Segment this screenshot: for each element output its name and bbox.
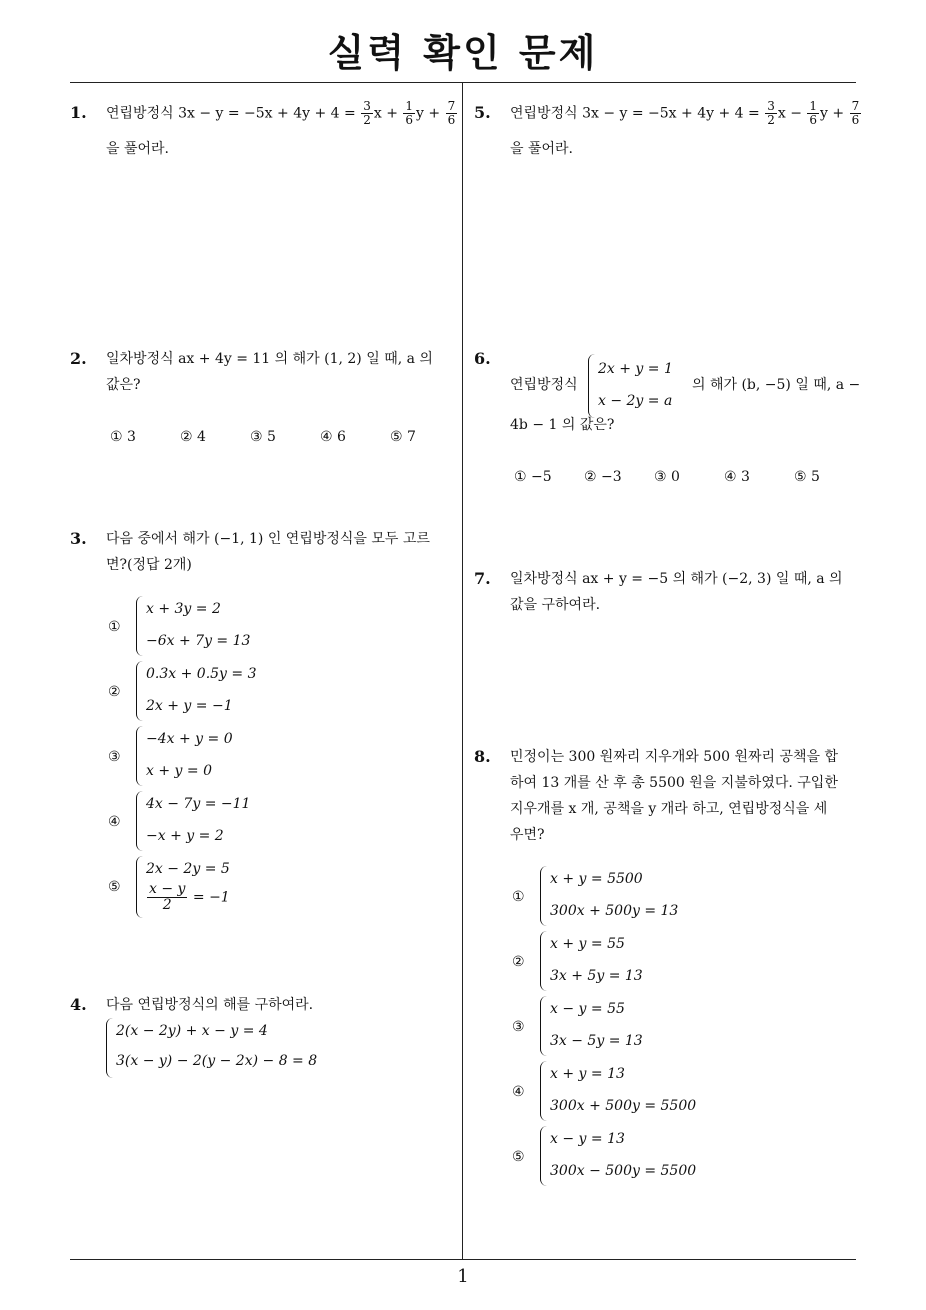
choice[interactable]: ⑤ 5 — [794, 469, 820, 485]
page-number: 1 — [457, 1266, 469, 1287]
equation: $\frac{x - y}{2}$ = −1 — [149, 881, 230, 913]
problem-number: 2. — [70, 349, 87, 368]
equation: −4x + y = 0 — [146, 731, 233, 747]
problem-number: 1. — [70, 103, 87, 122]
equation: 3x − 5y = 13 — [550, 1033, 643, 1049]
option-label: ④ — [512, 1084, 525, 1100]
option-1[interactable] — [512, 864, 812, 928]
option-label: ③ — [108, 749, 121, 765]
brace — [540, 1061, 547, 1121]
math-text: y + — [416, 105, 441, 122]
option-3[interactable] — [512, 994, 812, 1058]
equation: x − y = 13 — [550, 1131, 625, 1147]
equation: 2x + y = 1 — [598, 361, 673, 377]
problem-text-line: 민정이는 300 원짜리 지우개와 500 원짜리 공책을 합 — [510, 749, 839, 765]
equation: 300x − 500y = 5500 — [550, 1163, 697, 1179]
equation: 0.3x + 0.5y = 3 — [146, 666, 257, 682]
equation: 2x + y = −1 — [146, 698, 233, 714]
problem-4 — [70, 992, 460, 1082]
problem-text-line: 일차방정식 ax + y = −5 의 해가 (−2, 3) 일 때, a 의 — [510, 571, 843, 587]
option-label: ① — [108, 619, 121, 635]
option-label: ⑤ — [108, 879, 121, 895]
brace — [136, 856, 143, 918]
problem-text-line: 연립방정식 3x − y = −5x + 4y + 4 = — [510, 105, 760, 122]
option-4[interactable] — [512, 1059, 812, 1123]
choice[interactable]: ① −5 — [514, 469, 552, 485]
equation: x + 3y = 2 — [146, 601, 221, 617]
option-5[interactable] — [512, 1124, 812, 1188]
equation: −x + y = 2 — [146, 828, 224, 844]
footer-rule — [70, 1259, 856, 1260]
problem-text — [510, 100, 862, 127]
problem-1 — [70, 100, 460, 180]
equation: 3(x − y) − 2(y − 2x) − 8 = 8 — [116, 1053, 318, 1069]
choice[interactable]: ④ 6 — [320, 429, 346, 445]
page-title: 실력 확인 문제 — [327, 31, 599, 75]
equation: x − 2y = a — [598, 393, 673, 409]
problem-number: 6. — [474, 349, 491, 368]
brace — [136, 726, 143, 786]
problem-text-line: 을 풀어라. — [510, 141, 573, 157]
brace — [540, 931, 547, 991]
option-5[interactable] — [108, 854, 408, 920]
problem-3 — [70, 526, 460, 926]
brace — [136, 596, 143, 656]
brace — [136, 661, 143, 721]
option-label: ② — [108, 684, 121, 700]
choice[interactable]: ② 4 — [180, 429, 206, 445]
equation: 2x − 2y = 5 — [146, 861, 230, 877]
option-1[interactable] — [108, 594, 408, 658]
choice[interactable]: ③ 0 — [654, 469, 680, 485]
math-text: y + — [820, 105, 845, 122]
fraction: $\frac{1}{6}$ — [405, 99, 414, 127]
problem-text-line: 의 해가 (b, −5) 일 때, a − — [692, 377, 861, 393]
problem-7 — [474, 566, 864, 626]
problem-number: 4. — [70, 995, 87, 1014]
problem-text-line: 면?(정답 2개) — [106, 557, 192, 573]
choice[interactable]: ① 3 — [110, 429, 136, 445]
problem-text-line: 값을 구하여라. — [510, 597, 601, 613]
equation: x + y = 13 — [550, 1066, 625, 1082]
fraction: $\frac{3}{2}$ — [363, 99, 371, 127]
equation: 2(x − 2y) + x − y = 4 — [116, 1023, 268, 1039]
problem-2 — [70, 346, 460, 456]
equation: −6x + 7y = 13 — [146, 633, 251, 649]
problem-6 — [474, 346, 864, 486]
equation: x + y = 5500 — [550, 871, 643, 887]
fraction: $\frac{3}{2}$ — [767, 99, 775, 127]
problem-number: 5. — [474, 103, 491, 122]
problem-number: 3. — [70, 529, 87, 548]
option-label: ① — [512, 889, 525, 905]
problem-number: 7. — [474, 569, 491, 588]
choice[interactable]: ② −3 — [584, 469, 622, 485]
fraction: $\frac{1}{6}$ — [809, 99, 818, 127]
option-label: ② — [512, 954, 525, 970]
choice[interactable]: ③ 5 — [250, 429, 276, 445]
column-divider — [462, 83, 463, 1259]
brace — [136, 791, 143, 851]
equation: 300x + 500y = 5500 — [550, 1098, 697, 1114]
equation: x − y = 55 — [550, 1001, 625, 1017]
brace — [106, 1018, 113, 1078]
problem-text-line: 연립방정식 — [510, 377, 578, 393]
option-2[interactable] — [108, 659, 408, 723]
brace — [540, 996, 547, 1056]
problem-text-line: 하여 13 개를 산 후 총 5500 원을 지불하였다. 구입한 — [510, 775, 838, 791]
problem-text-line: 4b − 1 의 값은? — [510, 417, 615, 433]
option-label: ③ — [512, 1019, 525, 1035]
problem-text-line: 우면? — [510, 827, 545, 843]
problem-number: 8. — [474, 747, 491, 766]
option-3[interactable] — [108, 724, 408, 788]
problem-8 — [474, 744, 864, 1194]
fraction: $\frac{7}{6}$ — [851, 99, 860, 127]
choice[interactable]: ⑤ 7 — [390, 429, 416, 445]
problem-text-line: 지우개를 x 개, 공책을 y 개라 하고, 연립방정식을 세 — [510, 801, 828, 817]
option-label: ④ — [108, 814, 121, 830]
problem-text-line: 다음 연립방정식의 해를 구하여라. — [106, 997, 314, 1013]
answer-choices — [514, 464, 864, 490]
problem-5 — [474, 100, 864, 180]
fraction: $\frac{x - y}{2}$ — [149, 881, 186, 913]
option-label: ⑤ — [512, 1149, 525, 1165]
equation: 300x + 500y = 13 — [550, 903, 679, 919]
header-rule — [70, 82, 856, 83]
equation: x + y = 55 — [550, 936, 625, 952]
brace — [540, 866, 547, 926]
math-text: x − — [777, 105, 802, 122]
math-text: x + — [373, 105, 398, 122]
equation-system — [106, 1018, 406, 1080]
equation: x + y = 0 — [146, 763, 212, 779]
brace — [588, 354, 595, 418]
option-2[interactable] — [512, 929, 812, 993]
problem-text-line: 일차방정식 ax + 4y = 11 의 해가 (1, 2) 일 때, a 의 — [106, 351, 433, 367]
choice[interactable]: ④ 3 — [724, 469, 750, 485]
answer-choices — [110, 424, 460, 450]
problem-text-line: 값은? — [106, 377, 141, 393]
problem-text-line: 을 풀어라. — [106, 141, 169, 157]
brace — [540, 1126, 547, 1186]
fraction: $\frac{7}{6}$ — [447, 99, 456, 127]
equation: 4x − 7y = −11 — [146, 796, 251, 812]
problem-text-line: 다음 중에서 해가 (−1, 1) 인 연립방정식을 모두 고르 — [106, 531, 430, 547]
option-4[interactable] — [108, 789, 408, 853]
equation-system — [588, 354, 688, 418]
problem-text — [106, 100, 458, 127]
equation: 3x + 5y = 13 — [550, 968, 643, 984]
problem-text-line: 연립방정식 3x − y = −5x + 4y + 4 = — [106, 105, 356, 122]
